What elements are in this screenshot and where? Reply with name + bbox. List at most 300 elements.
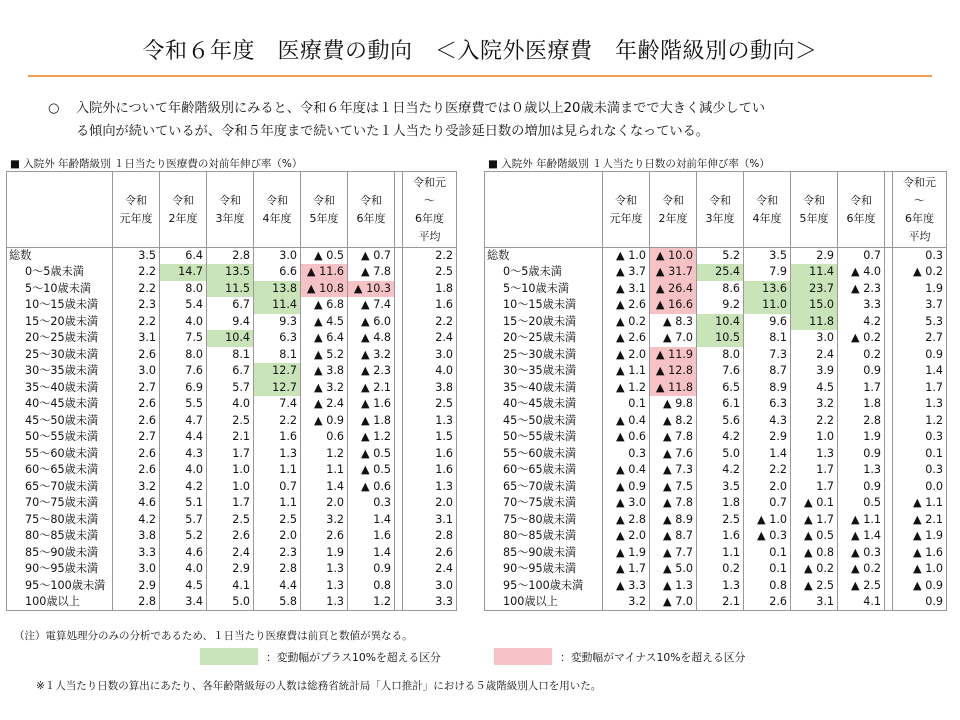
column-gap xyxy=(885,495,893,512)
value-cell: 11.0 xyxy=(744,297,791,314)
average-cell: 0.3 xyxy=(893,248,947,265)
average-cell: 3.1 xyxy=(403,512,457,529)
value-cell: 6.4 xyxy=(160,248,207,265)
value-cell: 0.3 xyxy=(603,446,650,463)
value-cell: ▲ 2.0 xyxy=(603,528,650,545)
value-cell: 0.9 xyxy=(838,479,885,496)
table-row xyxy=(485,545,947,562)
value-cell: 7.4 xyxy=(254,396,301,413)
average-cell: 3.7 xyxy=(893,297,947,314)
average-cell: 0.1 xyxy=(893,446,947,463)
value-cell: 23.7 xyxy=(791,281,838,298)
row-label: 20～25歳未満 xyxy=(7,330,113,347)
average-cell: 1.6 xyxy=(403,297,457,314)
average-cell: 3.8 xyxy=(403,380,457,397)
column-gap xyxy=(395,413,403,430)
value-cell: 13.6 xyxy=(744,281,791,298)
value-cell: 1.1 xyxy=(254,495,301,512)
table-row xyxy=(485,462,947,479)
value-cell: 2.0 xyxy=(744,479,791,496)
value-cell: 10.5 xyxy=(697,330,744,347)
average-cell: 2.4 xyxy=(403,330,457,347)
value-cell: 2.1 xyxy=(697,594,744,611)
value-cell: ▲ 3.0 xyxy=(603,495,650,512)
column-header-average: 令和元 ～ 6年度 平均 xyxy=(893,172,947,248)
average-cell: ▲ 0.2 xyxy=(893,264,947,281)
table-row xyxy=(7,264,457,281)
value-cell: 0.9 xyxy=(348,561,395,578)
average-cell: 1.3 xyxy=(403,479,457,496)
value-cell: 13.8 xyxy=(254,281,301,298)
table-row xyxy=(7,413,457,430)
column-gap xyxy=(885,396,893,413)
value-cell: ▲ 1.3 xyxy=(650,578,697,595)
value-cell: ▲ 0.4 xyxy=(603,413,650,430)
value-cell: 2.4 xyxy=(207,545,254,562)
value-cell: 4.1 xyxy=(838,594,885,611)
average-cell: 0.9 xyxy=(893,594,947,611)
value-cell: 0.7 xyxy=(838,248,885,265)
column-gap xyxy=(395,347,403,364)
column-header: 令和 元年度 xyxy=(603,172,650,248)
value-cell: 0.2 xyxy=(838,347,885,364)
value-cell: 3.2 xyxy=(603,594,650,611)
value-cell: 1.0 xyxy=(207,462,254,479)
column-gap xyxy=(885,347,893,364)
value-cell: 1.1 xyxy=(254,462,301,479)
value-cell: 6.9 xyxy=(160,380,207,397)
right-table-days-per-person xyxy=(484,171,947,611)
value-cell: 3.5 xyxy=(697,479,744,496)
value-cell: ▲ 0.5 xyxy=(348,446,395,463)
value-cell: 1.4 xyxy=(348,512,395,529)
value-cell: 12.7 xyxy=(254,363,301,380)
value-cell: ▲ 0.1 xyxy=(791,495,838,512)
lead-line-1: 入院外について年齢階級別にみると、令和６年度は１日当たり医療費では０歳以上20歳未満までで大きく減少してい xyxy=(76,101,766,116)
table-row xyxy=(485,396,947,413)
value-cell: 2.8 xyxy=(254,561,301,578)
value-cell: 2.5 xyxy=(254,512,301,529)
table-row xyxy=(485,578,947,595)
value-cell: 8.0 xyxy=(160,281,207,298)
value-cell: 0.1 xyxy=(603,396,650,413)
value-cell: 8.1 xyxy=(254,347,301,364)
value-cell: 1.8 xyxy=(697,495,744,512)
value-cell: 1.0 xyxy=(791,429,838,446)
value-cell: ▲ 3.2 xyxy=(301,380,348,397)
value-cell: 3.0 xyxy=(254,248,301,265)
value-cell: 8.0 xyxy=(160,347,207,364)
value-cell: 1.7 xyxy=(207,495,254,512)
column-gap xyxy=(885,314,893,331)
average-cell: 2.2 xyxy=(403,248,457,265)
value-cell: 4.2 xyxy=(113,512,160,529)
column-gap xyxy=(395,297,403,314)
table-row xyxy=(7,429,457,446)
value-cell: 8.0 xyxy=(697,347,744,364)
value-cell: 4.0 xyxy=(160,314,207,331)
value-cell: ▲ 1.7 xyxy=(791,512,838,529)
table-row xyxy=(7,396,457,413)
value-cell: 2.8 xyxy=(838,413,885,430)
table-row xyxy=(485,330,947,347)
average-cell: 1.6 xyxy=(403,462,457,479)
table-row xyxy=(7,479,457,496)
value-cell: 7.6 xyxy=(160,363,207,380)
value-cell: ▲ 0.9 xyxy=(301,413,348,430)
column-gap xyxy=(885,330,893,347)
value-cell: ▲ 0.2 xyxy=(838,330,885,347)
value-cell: 2.2 xyxy=(113,281,160,298)
average-cell: 2.0 xyxy=(403,495,457,512)
row-label: 85～90歳未満 xyxy=(485,545,603,562)
value-cell: ▲ 0.6 xyxy=(603,429,650,446)
column-gap xyxy=(395,330,403,347)
table-row xyxy=(7,578,457,595)
value-cell: 13.5 xyxy=(207,264,254,281)
table-row xyxy=(7,330,457,347)
value-cell: 4.1 xyxy=(207,578,254,595)
value-cell: 2.1 xyxy=(207,429,254,446)
value-cell: 7.9 xyxy=(744,264,791,281)
average-cell: 4.0 xyxy=(403,363,457,380)
value-cell: ▲ 4.8 xyxy=(348,330,395,347)
value-cell: 2.2 xyxy=(113,314,160,331)
value-cell: ▲ 4.0 xyxy=(838,264,885,281)
value-cell: ▲ 11.8 xyxy=(650,380,697,397)
value-cell: ▲ 8.7 xyxy=(650,528,697,545)
value-cell: 3.0 xyxy=(791,330,838,347)
table-row xyxy=(485,264,947,281)
table-row xyxy=(7,512,457,529)
table-row xyxy=(7,495,457,512)
row-label: 30～35歳未満 xyxy=(7,363,113,380)
value-cell: 6.1 xyxy=(697,396,744,413)
value-cell: 5.8 xyxy=(254,594,301,611)
value-cell: 2.2 xyxy=(744,462,791,479)
value-cell: 3.8 xyxy=(113,528,160,545)
value-cell: ▲ 8.9 xyxy=(650,512,697,529)
table-row xyxy=(7,248,457,265)
value-cell: 0.3 xyxy=(348,495,395,512)
value-cell: ▲ 4.5 xyxy=(301,314,348,331)
column-header: 令和 5年度 xyxy=(791,172,838,248)
value-cell: ▲ 0.8 xyxy=(791,545,838,562)
column-gap xyxy=(395,561,403,578)
row-label: 80～85歳未満 xyxy=(7,528,113,545)
value-cell: 4.4 xyxy=(160,429,207,446)
value-cell: ▲ 1.0 xyxy=(603,248,650,265)
table-row xyxy=(7,281,457,298)
value-cell: ▲ 2.4 xyxy=(301,396,348,413)
column-gap xyxy=(395,594,403,611)
value-cell: 1.1 xyxy=(697,545,744,562)
row-label: 100歳以上 xyxy=(485,594,603,611)
value-cell: 2.8 xyxy=(113,594,160,611)
row-label: 60～65歳未満 xyxy=(7,462,113,479)
value-cell: ▲ 8.3 xyxy=(650,314,697,331)
row-label: 25～30歳未満 xyxy=(485,347,603,364)
value-cell: ▲ 7.4 xyxy=(348,297,395,314)
value-cell: ▲ 3.2 xyxy=(348,347,395,364)
column-gap xyxy=(885,248,893,265)
value-cell: 2.9 xyxy=(207,561,254,578)
column-gap xyxy=(395,495,403,512)
value-cell: 10.4 xyxy=(207,330,254,347)
value-cell: 3.0 xyxy=(113,561,160,578)
table-row xyxy=(485,314,947,331)
left-table-caption: ■ 入院外 年齢階級別 １日当たり医療費の対前年伸び率（%） xyxy=(10,158,303,170)
table-row xyxy=(7,347,457,364)
column-gap xyxy=(885,462,893,479)
average-cell: ▲ 1.6 xyxy=(893,545,947,562)
value-cell: ▲ 1.2 xyxy=(603,380,650,397)
value-cell: 8.7 xyxy=(744,363,791,380)
value-cell: 5.1 xyxy=(160,495,207,512)
table-row xyxy=(485,446,947,463)
value-cell: ▲ 1.7 xyxy=(603,561,650,578)
row-label: 70～75歳未満 xyxy=(485,495,603,512)
header-label-corner xyxy=(485,172,603,248)
row-label: 総数 xyxy=(485,248,603,265)
row-label: 60～65歳未満 xyxy=(485,462,603,479)
value-cell: ▲ 7.3 xyxy=(650,462,697,479)
page-title: 令和６年度 医療費の動向 ＜入院外医療費 年齢階級別の動向＞ xyxy=(142,39,818,64)
average-cell: ▲ 1.9 xyxy=(893,528,947,545)
row-label: 10～15歳未満 xyxy=(485,297,603,314)
value-cell: 1.3 xyxy=(791,446,838,463)
value-cell: 3.4 xyxy=(160,594,207,611)
row-label: 90～95歳未満 xyxy=(485,561,603,578)
value-cell: 2.6 xyxy=(113,347,160,364)
row-label: 10～15歳未満 xyxy=(7,297,113,314)
value-cell: ▲ 0.5 xyxy=(348,462,395,479)
value-cell: 6.5 xyxy=(697,380,744,397)
value-cell: 2.6 xyxy=(113,446,160,463)
value-cell: 1.7 xyxy=(838,380,885,397)
column-gap xyxy=(885,172,893,248)
value-cell: ▲ 7.5 xyxy=(650,479,697,496)
value-cell: 0.6 xyxy=(301,429,348,446)
average-cell: 0.9 xyxy=(893,347,947,364)
value-cell: 12.7 xyxy=(254,380,301,397)
value-cell: ▲ 0.5 xyxy=(301,248,348,265)
value-cell: 2.2 xyxy=(113,264,160,281)
row-label: 45～50歳未満 xyxy=(7,413,113,430)
value-cell: ▲ 6.0 xyxy=(348,314,395,331)
row-label: 50～55歳未満 xyxy=(485,429,603,446)
column-gap xyxy=(885,380,893,397)
row-label: 30～35歳未満 xyxy=(485,363,603,380)
value-cell: 2.3 xyxy=(254,545,301,562)
value-cell: 3.1 xyxy=(791,594,838,611)
value-cell: 2.6 xyxy=(113,413,160,430)
value-cell: 8.1 xyxy=(744,330,791,347)
value-cell: ▲ 7.0 xyxy=(650,594,697,611)
value-cell: 1.3 xyxy=(254,446,301,463)
value-cell: 2.6 xyxy=(744,594,791,611)
average-cell: 2.8 xyxy=(403,528,457,545)
column-header: 令和 5年度 xyxy=(301,172,348,248)
table-row xyxy=(485,561,947,578)
table-row xyxy=(485,528,947,545)
table-row xyxy=(485,429,947,446)
row-label: 総数 xyxy=(7,248,113,265)
table-row xyxy=(7,462,457,479)
row-label: 45～50歳未満 xyxy=(485,413,603,430)
value-cell: 6.6 xyxy=(254,264,301,281)
column-gap xyxy=(395,363,403,380)
row-label: 75～80歳未満 xyxy=(7,512,113,529)
table-row xyxy=(485,479,947,496)
value-cell: 2.2 xyxy=(791,413,838,430)
table-row xyxy=(7,561,457,578)
average-cell: 1.6 xyxy=(403,446,457,463)
value-cell: ▲ 2.3 xyxy=(838,281,885,298)
value-cell: ▲ 0.6 xyxy=(348,479,395,496)
value-cell: 7.5 xyxy=(160,330,207,347)
row-label: 65～70歳未満 xyxy=(485,479,603,496)
average-cell: 0.3 xyxy=(893,462,947,479)
value-cell: 0.7 xyxy=(254,479,301,496)
right-table-caption: ■ 入院外 年齢階級別 １人当たり日数の対前年伸び率（%） xyxy=(488,158,770,170)
table-row xyxy=(485,380,947,397)
value-cell: ▲ 2.6 xyxy=(603,297,650,314)
value-cell: 1.6 xyxy=(348,528,395,545)
value-cell: 25.4 xyxy=(697,264,744,281)
value-cell: 2.6 xyxy=(207,528,254,545)
value-cell: 3.5 xyxy=(744,248,791,265)
value-cell: 0.9 xyxy=(838,446,885,463)
table-row xyxy=(485,413,947,430)
row-label: 5～10歳未満 xyxy=(7,281,113,298)
average-cell: 1.2 xyxy=(893,413,947,430)
value-cell: 11.4 xyxy=(254,297,301,314)
table-row xyxy=(7,528,457,545)
column-gap xyxy=(885,363,893,380)
average-cell: 1.7 xyxy=(893,380,947,397)
table-row xyxy=(485,281,947,298)
column-gap xyxy=(395,479,403,496)
column-gap xyxy=(395,462,403,479)
value-cell: 3.5 xyxy=(113,248,160,265)
column-gap xyxy=(395,172,403,248)
value-cell: 2.4 xyxy=(791,347,838,364)
value-cell: 1.7 xyxy=(791,479,838,496)
column-header-average: 令和元 ～ 6年度 平均 xyxy=(403,172,457,248)
value-cell: ▲ 0.2 xyxy=(603,314,650,331)
column-gap xyxy=(885,413,893,430)
row-label: 100歳以上 xyxy=(7,594,113,611)
average-cell: 2.5 xyxy=(403,264,457,281)
column-gap xyxy=(885,545,893,562)
average-cell: 5.3 xyxy=(893,314,947,331)
average-cell: 0.3 xyxy=(893,429,947,446)
value-cell: 2.7 xyxy=(113,429,160,446)
value-cell: 7.6 xyxy=(697,363,744,380)
value-cell: 5.7 xyxy=(207,380,254,397)
value-cell: 3.9 xyxy=(791,363,838,380)
value-cell: ▲ 5.0 xyxy=(650,561,697,578)
value-cell: 8.1 xyxy=(207,347,254,364)
left-table-cost-per-day xyxy=(6,171,457,611)
value-cell: 0.7 xyxy=(744,495,791,512)
column-gap xyxy=(885,264,893,281)
row-label: 15～20歳未満 xyxy=(485,314,603,331)
row-label: 95～100歳未満 xyxy=(485,578,603,595)
value-cell: ▲ 0.9 xyxy=(603,479,650,496)
table-row xyxy=(7,446,457,463)
value-cell: 4.6 xyxy=(160,545,207,562)
value-cell: 4.6 xyxy=(113,495,160,512)
value-cell: 4.2 xyxy=(697,462,744,479)
row-label: 35～40歳未満 xyxy=(485,380,603,397)
value-cell: 4.7 xyxy=(160,413,207,430)
value-cell: ▲ 0.7 xyxy=(348,248,395,265)
value-cell: 2.8 xyxy=(207,248,254,265)
value-cell: ▲ 7.8 xyxy=(650,495,697,512)
value-cell: 3.1 xyxy=(113,330,160,347)
value-cell: 3.2 xyxy=(301,512,348,529)
average-cell: 3.0 xyxy=(403,347,457,364)
value-cell: ▲ 2.5 xyxy=(838,578,885,595)
row-label: 0～5歳未満 xyxy=(485,264,603,281)
value-cell: 2.5 xyxy=(207,413,254,430)
column-gap xyxy=(885,479,893,496)
row-label: 40～45歳未満 xyxy=(485,396,603,413)
value-cell: ▲ 7.8 xyxy=(650,429,697,446)
value-cell: 3.3 xyxy=(113,545,160,562)
value-cell: 11.5 xyxy=(207,281,254,298)
value-cell: ▲ 11.6 xyxy=(301,264,348,281)
title-underline xyxy=(28,75,932,77)
value-cell: 0.9 xyxy=(838,363,885,380)
value-cell: ▲ 31.7 xyxy=(650,264,697,281)
header-label-corner xyxy=(7,172,113,248)
legend-minus-label: ：変動幅がマイナス10%を超える区分 xyxy=(560,651,746,664)
row-label: 55～60歳未満 xyxy=(7,446,113,463)
value-cell: ▲ 16.6 xyxy=(650,297,697,314)
column-gap xyxy=(885,297,893,314)
average-cell: 2.7 xyxy=(893,330,947,347)
value-cell: 11.4 xyxy=(791,264,838,281)
value-cell: 5.0 xyxy=(207,594,254,611)
value-cell: 0.1 xyxy=(744,545,791,562)
column-gap xyxy=(885,512,893,529)
value-cell: 2.5 xyxy=(207,512,254,529)
value-cell: ▲ 5.2 xyxy=(301,347,348,364)
column-gap xyxy=(885,594,893,611)
value-cell: ▲ 2.3 xyxy=(348,363,395,380)
value-cell: ▲ 1.6 xyxy=(348,396,395,413)
value-cell: 1.6 xyxy=(697,528,744,545)
value-cell: 4.5 xyxy=(160,578,207,595)
value-cell: 0.5 xyxy=(838,495,885,512)
value-cell: 2.9 xyxy=(113,578,160,595)
value-cell: 8.6 xyxy=(697,281,744,298)
column-header: 令和 3年度 xyxy=(207,172,254,248)
table-row xyxy=(485,594,947,611)
table-row xyxy=(485,512,947,529)
value-cell: ▲ 2.5 xyxy=(791,578,838,595)
table-row xyxy=(7,594,457,611)
column-gap xyxy=(885,429,893,446)
value-cell: 1.7 xyxy=(791,462,838,479)
table-row xyxy=(7,297,457,314)
value-cell: ▲ 2.6 xyxy=(603,330,650,347)
value-cell: 0.1 xyxy=(744,561,791,578)
value-cell: 1.7 xyxy=(207,446,254,463)
